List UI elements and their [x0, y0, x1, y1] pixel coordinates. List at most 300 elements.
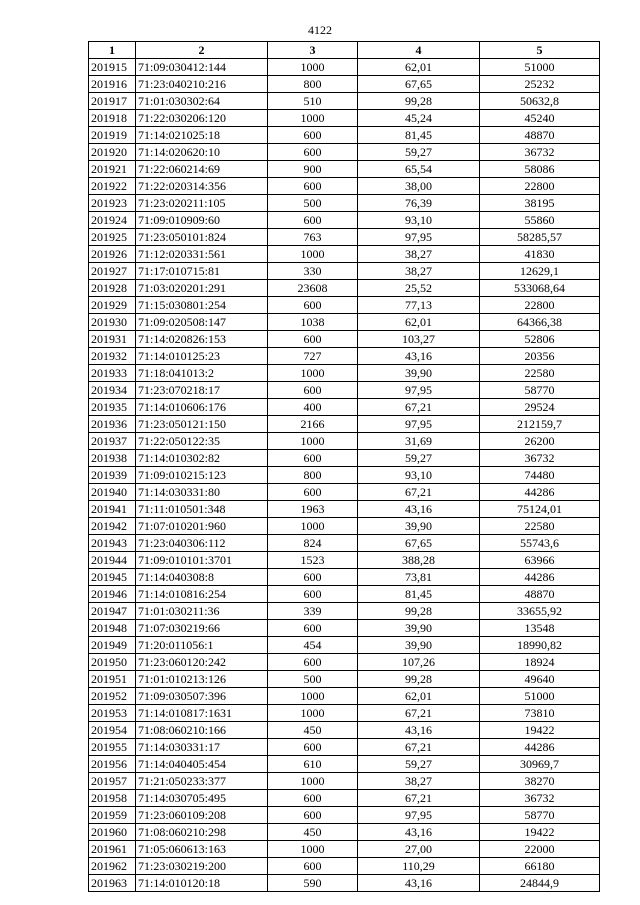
area-cell: 600 [268, 144, 358, 161]
value-cell: 48870 [480, 586, 600, 603]
cadastral-number-cell: 71:07:030219:66 [136, 620, 268, 637]
cadastral-number-cell: 71:01:010213:126 [136, 671, 268, 688]
area-cell: 590 [268, 875, 358, 892]
area-cell: 900 [268, 161, 358, 178]
cadastral-number-cell: 71:14:020826:153 [136, 331, 268, 348]
rate-cell: 43,16 [358, 875, 480, 892]
cadastral-number-cell: 71:23:040306:112 [136, 535, 268, 552]
area-cell: 1000 [268, 365, 358, 382]
cadastral-number-cell: 71:20:011056:1 [136, 637, 268, 654]
area-cell: 600 [268, 790, 358, 807]
cadastral-number-cell: 71:23:040210:216 [136, 76, 268, 93]
table-row [89, 637, 600, 654]
row-number-cell: 201942 [89, 518, 136, 535]
table-header [89, 42, 600, 59]
rate-cell: 59,27 [358, 450, 480, 467]
rate-cell: 62,01 [358, 688, 480, 705]
rate-cell: 99,28 [358, 671, 480, 688]
row-number-cell: 201962 [89, 858, 136, 875]
row-number-cell: 201920 [89, 144, 136, 161]
cadastral-number-cell: 71:23:020211:105 [136, 195, 268, 212]
table-row [89, 552, 600, 569]
table-row [89, 586, 600, 603]
row-number-cell: 201923 [89, 195, 136, 212]
row-number-cell: 201951 [89, 671, 136, 688]
table-row [89, 59, 600, 76]
cadastral-number-cell: 71:23:050101:824 [136, 229, 268, 246]
area-cell: 600 [268, 382, 358, 399]
value-cell: 533068,64 [480, 280, 600, 297]
rate-cell: 107,26 [358, 654, 480, 671]
row-number-cell: 201915 [89, 59, 136, 76]
cadastral-number-cell: 71:23:050121:150 [136, 416, 268, 433]
rate-cell: 93,10 [358, 467, 480, 484]
cadastral-number-cell: 71:09:030412:144 [136, 59, 268, 76]
table-row [89, 654, 600, 671]
cadastral-number-cell: 71:14:010302:82 [136, 450, 268, 467]
value-cell: 58285,57 [480, 229, 600, 246]
table-row [89, 110, 600, 127]
area-cell: 727 [268, 348, 358, 365]
area-cell: 824 [268, 535, 358, 552]
area-cell: 510 [268, 93, 358, 110]
cadastral-number-cell: 71:14:030331:80 [136, 484, 268, 501]
value-cell: 212159,7 [480, 416, 600, 433]
cadastral-number-cell: 71:14:030705:495 [136, 790, 268, 807]
table-row [89, 76, 600, 93]
table-row [89, 365, 600, 382]
rate-cell: 99,28 [358, 93, 480, 110]
rate-cell: 81,45 [358, 127, 480, 144]
area-cell: 500 [268, 195, 358, 212]
area-cell: 400 [268, 399, 358, 416]
rate-cell: 43,16 [358, 824, 480, 841]
row-number-cell: 201921 [89, 161, 136, 178]
area-cell: 1000 [268, 518, 358, 535]
cadastral-number-cell: 71:12:020331:561 [136, 246, 268, 263]
cadastral-number-cell: 71:09:010101:3701 [136, 552, 268, 569]
cadastral-number-cell: 71:09:020508:147 [136, 314, 268, 331]
table-row [89, 212, 600, 229]
area-cell: 600 [268, 212, 358, 229]
rate-cell: 99,28 [358, 603, 480, 620]
cadastral-number-cell: 71:07:010201:960 [136, 518, 268, 535]
row-number-cell: 201954 [89, 722, 136, 739]
area-cell: 1000 [268, 433, 358, 450]
table-row [89, 433, 600, 450]
value-cell: 22580 [480, 365, 600, 382]
area-cell: 600 [268, 739, 358, 756]
cadastral-number-cell: 71:09:010909:60 [136, 212, 268, 229]
row-number-cell: 201918 [89, 110, 136, 127]
row-number-cell: 201937 [89, 433, 136, 450]
cadastral-number-cell: 71:23:070218:17 [136, 382, 268, 399]
cadastral-number-cell: 71:01:030211:36 [136, 603, 268, 620]
cadastral-number-cell: 71:22:060214:69 [136, 161, 268, 178]
area-cell: 330 [268, 263, 358, 280]
table-row [89, 127, 600, 144]
table-row [89, 841, 600, 858]
table-row [89, 807, 600, 824]
row-number-cell: 201935 [89, 399, 136, 416]
rate-cell: 62,01 [358, 314, 480, 331]
table-row [89, 773, 600, 790]
rate-cell: 59,27 [358, 144, 480, 161]
data-table [88, 41, 600, 892]
value-cell: 44286 [480, 569, 600, 586]
value-cell: 38270 [480, 773, 600, 790]
value-cell: 20356 [480, 348, 600, 365]
row-number-cell: 201929 [89, 297, 136, 314]
row-number-cell: 201948 [89, 620, 136, 637]
column-header-3: 3 [268, 42, 358, 59]
area-cell: 450 [268, 722, 358, 739]
table-row [89, 620, 600, 637]
table-row [89, 705, 600, 722]
area-cell: 450 [268, 824, 358, 841]
cadastral-number-cell: 71:18:041013:2 [136, 365, 268, 382]
area-cell: 2166 [268, 416, 358, 433]
row-number-cell: 201949 [89, 637, 136, 654]
value-cell: 19422 [480, 722, 600, 739]
area-cell: 600 [268, 654, 358, 671]
value-cell: 19422 [480, 824, 600, 841]
rate-cell: 38,27 [358, 773, 480, 790]
rate-cell: 39,90 [358, 518, 480, 535]
row-number-cell: 201946 [89, 586, 136, 603]
area-cell: 1963 [268, 501, 358, 518]
area-cell: 1523 [268, 552, 358, 569]
value-cell: 63966 [480, 552, 600, 569]
rate-cell: 97,95 [358, 382, 480, 399]
area-cell: 800 [268, 76, 358, 93]
area-cell: 1000 [268, 773, 358, 790]
table-row [89, 535, 600, 552]
row-number-cell: 201955 [89, 739, 136, 756]
rate-cell: 93,10 [358, 212, 480, 229]
cadastral-number-cell: 71:14:010120:18 [136, 875, 268, 892]
cadastral-number-cell: 71:23:030219:200 [136, 858, 268, 875]
area-cell: 1000 [268, 688, 358, 705]
rate-cell: 25,52 [358, 280, 480, 297]
rate-cell: 77,13 [358, 297, 480, 314]
row-number-cell: 201957 [89, 773, 136, 790]
table-row [89, 382, 600, 399]
rate-cell: 73,81 [358, 569, 480, 586]
area-cell: 600 [268, 620, 358, 637]
row-number-cell: 201960 [89, 824, 136, 841]
rate-cell: 43,16 [358, 722, 480, 739]
cadastral-number-cell: 71:09:030507:396 [136, 688, 268, 705]
table-row [89, 875, 600, 892]
table-row [89, 450, 600, 467]
row-number-cell: 201952 [89, 688, 136, 705]
rate-cell: 39,90 [358, 637, 480, 654]
table-row [89, 314, 600, 331]
value-cell: 22800 [480, 297, 600, 314]
value-cell: 73810 [480, 705, 600, 722]
cadastral-number-cell: 71:14:030331:17 [136, 739, 268, 756]
value-cell: 36732 [480, 144, 600, 161]
row-number-cell: 201938 [89, 450, 136, 467]
area-cell: 600 [268, 858, 358, 875]
area-cell: 1000 [268, 59, 358, 76]
row-number-cell: 201922 [89, 178, 136, 195]
area-cell: 600 [268, 297, 358, 314]
rate-cell: 31,69 [358, 433, 480, 450]
table-row [89, 229, 600, 246]
value-cell: 55743,6 [480, 535, 600, 552]
table-row [89, 518, 600, 535]
row-number-cell: 201939 [89, 467, 136, 484]
row-number-cell: 201917 [89, 93, 136, 110]
table-row [89, 722, 600, 739]
value-cell: 51000 [480, 688, 600, 705]
table-row [89, 144, 600, 161]
table-row [89, 280, 600, 297]
cadastral-number-cell: 71:08:060210:298 [136, 824, 268, 841]
value-cell: 44286 [480, 484, 600, 501]
table-row [89, 569, 600, 586]
cadastral-number-cell: 71:14:021025:18 [136, 127, 268, 144]
value-cell: 12629,1 [480, 263, 600, 280]
cadastral-number-cell: 71:14:010125:23 [136, 348, 268, 365]
rate-cell: 59,27 [358, 756, 480, 773]
rate-cell: 39,90 [358, 365, 480, 382]
header-row [89, 42, 600, 59]
rate-cell: 38,00 [358, 178, 480, 195]
value-cell: 41830 [480, 246, 600, 263]
table-row [89, 501, 600, 518]
value-cell: 22800 [480, 178, 600, 195]
row-number-cell: 201943 [89, 535, 136, 552]
value-cell: 33655,92 [480, 603, 600, 620]
row-number-cell: 201940 [89, 484, 136, 501]
rate-cell: 110,29 [358, 858, 480, 875]
area-cell: 23608 [268, 280, 358, 297]
rate-cell: 67,21 [358, 739, 480, 756]
cadastral-number-cell: 71:14:020620:10 [136, 144, 268, 161]
cadastral-number-cell: 71:22:020314:356 [136, 178, 268, 195]
cadastral-number-cell: 71:01:030302:64 [136, 93, 268, 110]
rate-cell: 97,95 [358, 229, 480, 246]
cadastral-number-cell: 71:14:010817:1631 [136, 705, 268, 722]
rate-cell: 67,21 [358, 705, 480, 722]
value-cell: 50632,8 [480, 93, 600, 110]
area-cell: 600 [268, 569, 358, 586]
table-row [89, 178, 600, 195]
column-header-2: 2 [136, 42, 268, 59]
rate-cell: 97,95 [358, 807, 480, 824]
table-row [89, 195, 600, 212]
value-cell: 26200 [480, 433, 600, 450]
row-number-cell: 201959 [89, 807, 136, 824]
value-cell: 51000 [480, 59, 600, 76]
area-cell: 454 [268, 637, 358, 654]
cadastral-number-cell: 71:21:050233:377 [136, 773, 268, 790]
cadastral-number-cell: 71:03:020201:291 [136, 280, 268, 297]
row-number-cell: 201931 [89, 331, 136, 348]
row-number-cell: 201919 [89, 127, 136, 144]
value-cell: 48870 [480, 127, 600, 144]
cadastral-number-cell: 71:23:060120:242 [136, 654, 268, 671]
area-cell: 600 [268, 484, 358, 501]
row-number-cell: 201928 [89, 280, 136, 297]
row-number-cell: 201934 [89, 382, 136, 399]
area-cell: 339 [268, 603, 358, 620]
row-number-cell: 201936 [89, 416, 136, 433]
row-number-cell: 201916 [89, 76, 136, 93]
table-row [89, 399, 600, 416]
rate-cell: 103,27 [358, 331, 480, 348]
rate-cell: 27,00 [358, 841, 480, 858]
rate-cell: 65,54 [358, 161, 480, 178]
row-number-cell: 201926 [89, 246, 136, 263]
value-cell: 24844,9 [480, 875, 600, 892]
row-number-cell: 201947 [89, 603, 136, 620]
row-number-cell: 201958 [89, 790, 136, 807]
value-cell: 44286 [480, 739, 600, 756]
rate-cell: 67,21 [358, 484, 480, 501]
cadastral-number-cell: 71:22:030206:120 [136, 110, 268, 127]
area-cell: 600 [268, 127, 358, 144]
row-number-cell: 201963 [89, 875, 136, 892]
value-cell: 22000 [480, 841, 600, 858]
value-cell: 36732 [480, 790, 600, 807]
value-cell: 49640 [480, 671, 600, 688]
area-cell: 610 [268, 756, 358, 773]
value-cell: 18990,82 [480, 637, 600, 654]
row-number-cell: 201924 [89, 212, 136, 229]
row-number-cell: 201930 [89, 314, 136, 331]
rate-cell: 45,24 [358, 110, 480, 127]
value-cell: 55860 [480, 212, 600, 229]
cadastral-number-cell: 71:09:010215:123 [136, 467, 268, 484]
table-row [89, 739, 600, 756]
rate-cell: 67,65 [358, 76, 480, 93]
row-number-cell: 201944 [89, 552, 136, 569]
cadastral-number-cell: 71:14:040405:454 [136, 756, 268, 773]
cadastral-number-cell: 71:14:010816:254 [136, 586, 268, 603]
area-cell: 600 [268, 586, 358, 603]
row-number-cell: 201950 [89, 654, 136, 671]
area-cell: 1000 [268, 246, 358, 263]
table-row [89, 263, 600, 280]
column-header-5: 5 [480, 42, 600, 59]
value-cell: 75124,01 [480, 501, 600, 518]
table-row [89, 824, 600, 841]
table-body [89, 59, 600, 892]
row-number-cell: 201933 [89, 365, 136, 382]
area-cell: 763 [268, 229, 358, 246]
table-row [89, 246, 600, 263]
value-cell: 22580 [480, 518, 600, 535]
table-row [89, 93, 600, 110]
cadastral-number-cell: 71:08:060210:166 [136, 722, 268, 739]
page-number: 4122 [308, 23, 332, 37]
value-cell: 38195 [480, 195, 600, 212]
row-number-cell: 201956 [89, 756, 136, 773]
cadastral-number-cell: 71:22:050122:35 [136, 433, 268, 450]
table-row [89, 331, 600, 348]
cadastral-number-cell: 71:05:060613:163 [136, 841, 268, 858]
area-cell: 600 [268, 450, 358, 467]
value-cell: 45240 [480, 110, 600, 127]
cadastral-number-cell: 71:11:010501:348 [136, 501, 268, 518]
area-cell: 1000 [268, 110, 358, 127]
rate-cell: 388,28 [358, 552, 480, 569]
rate-cell: 38,27 [358, 246, 480, 263]
row-number-cell: 201932 [89, 348, 136, 365]
area-cell: 800 [268, 467, 358, 484]
value-cell: 18924 [480, 654, 600, 671]
value-cell: 52806 [480, 331, 600, 348]
rate-cell: 67,21 [358, 790, 480, 807]
row-number-cell: 201961 [89, 841, 136, 858]
value-cell: 58770 [480, 382, 600, 399]
area-cell: 600 [268, 807, 358, 824]
table-row [89, 161, 600, 178]
value-cell: 29524 [480, 399, 600, 416]
area-cell: 1038 [268, 314, 358, 331]
value-cell: 30969,7 [480, 756, 600, 773]
value-cell: 58086 [480, 161, 600, 178]
area-cell: 1000 [268, 705, 358, 722]
row-number-cell: 201953 [89, 705, 136, 722]
table-row [89, 671, 600, 688]
rate-cell: 39,90 [358, 620, 480, 637]
rate-cell: 43,16 [358, 501, 480, 518]
table-row [89, 688, 600, 705]
table-row [89, 348, 600, 365]
value-cell: 74480 [480, 467, 600, 484]
value-cell: 64366,38 [480, 314, 600, 331]
value-cell: 58770 [480, 807, 600, 824]
value-cell: 25232 [480, 76, 600, 93]
rate-cell: 97,95 [358, 416, 480, 433]
value-cell: 66180 [480, 858, 600, 875]
rate-cell: 67,65 [358, 535, 480, 552]
area-cell: 600 [268, 331, 358, 348]
cadastral-number-cell: 71:14:010606:176 [136, 399, 268, 416]
cadastral-number-cell: 71:23:060109:208 [136, 807, 268, 824]
cadastral-number-cell: 71:15:030801:254 [136, 297, 268, 314]
value-cell: 13548 [480, 620, 600, 637]
row-number-cell: 201925 [89, 229, 136, 246]
rate-cell: 76,39 [358, 195, 480, 212]
area-cell: 600 [268, 178, 358, 195]
table-row [89, 790, 600, 807]
column-header-1: 1 [89, 42, 136, 59]
row-number-cell: 201927 [89, 263, 136, 280]
rate-cell: 67,21 [358, 399, 480, 416]
area-cell: 1000 [268, 841, 358, 858]
rate-cell: 38,27 [358, 263, 480, 280]
area-cell: 500 [268, 671, 358, 688]
table-row [89, 416, 600, 433]
row-number-cell: 201945 [89, 569, 136, 586]
rate-cell: 43,16 [358, 348, 480, 365]
table-row [89, 297, 600, 314]
table-row [89, 756, 600, 773]
table-row [89, 467, 600, 484]
table-row [89, 603, 600, 620]
value-cell: 36732 [480, 450, 600, 467]
cadastral-number-cell: 71:14:040308:8 [136, 569, 268, 586]
cadastral-number-cell: 71:17:010715:81 [136, 263, 268, 280]
table-row [89, 858, 600, 875]
table-row [89, 484, 600, 501]
